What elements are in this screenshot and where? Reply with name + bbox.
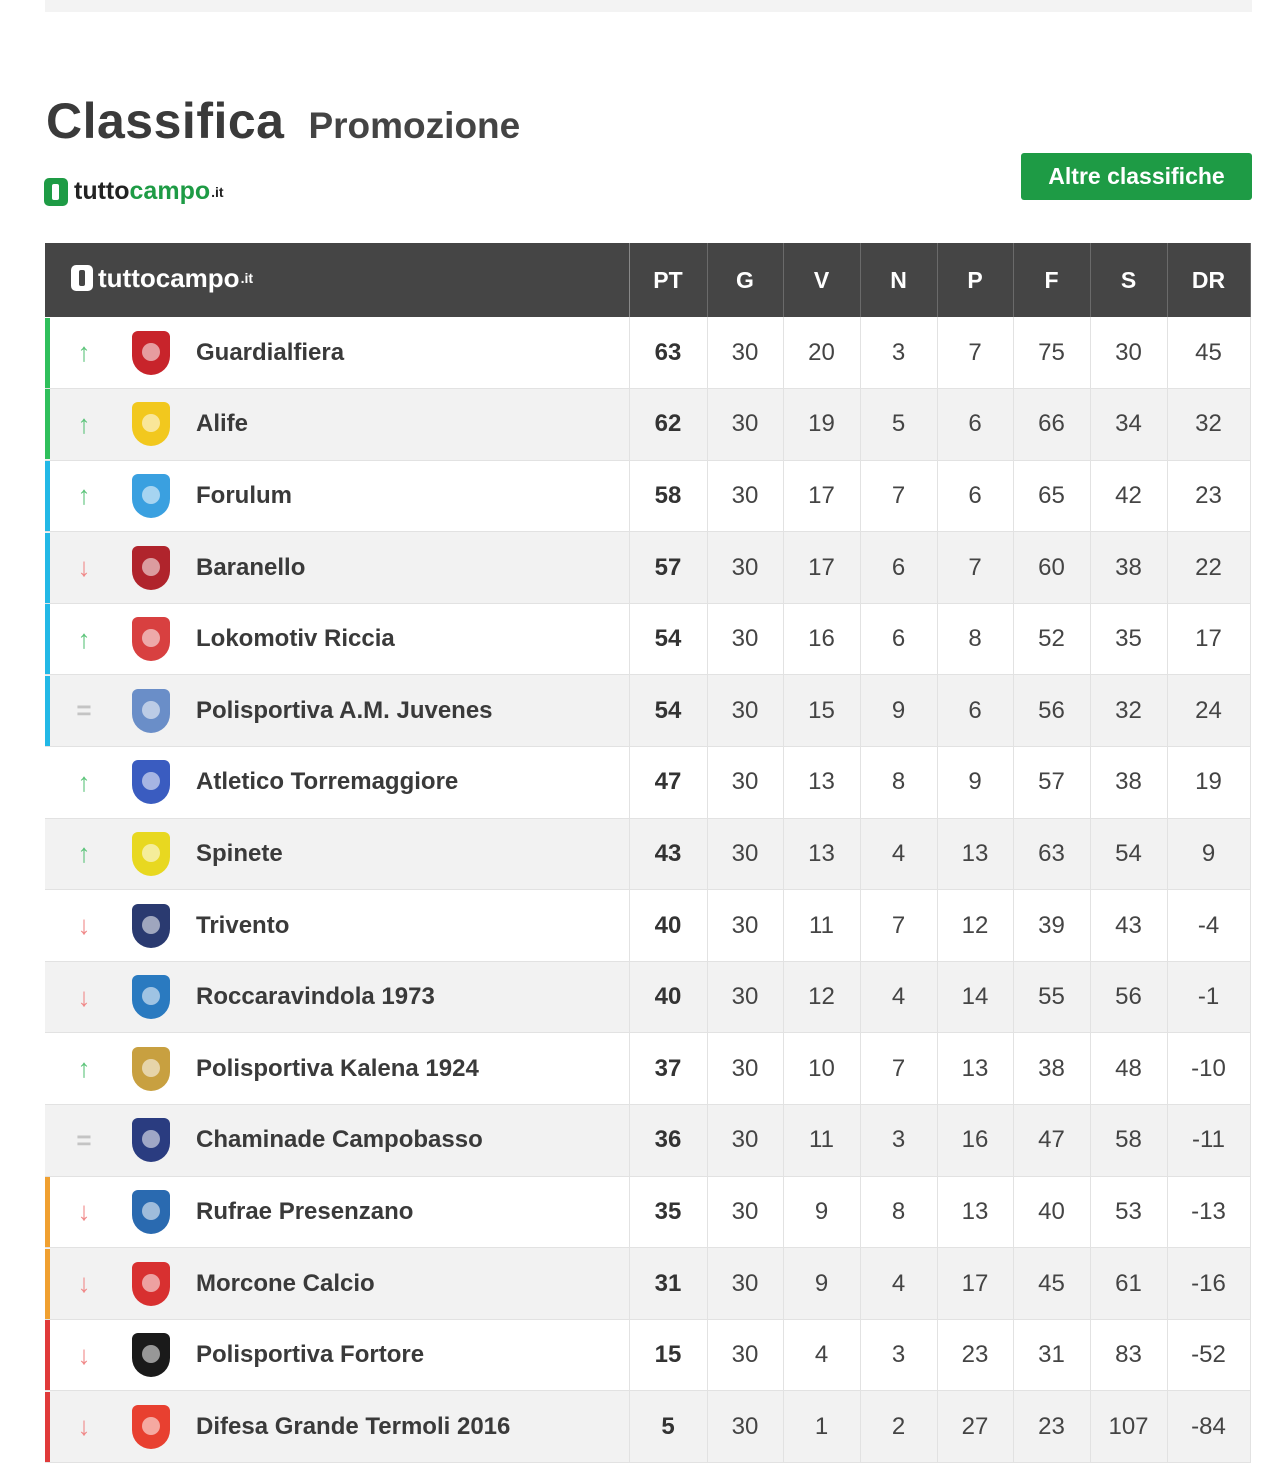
team-name[interactable]: Forulum [196,481,292,509]
stat-pt: 47 [629,747,707,819]
stat-f: 57 [1013,747,1090,819]
team-cell[interactable] [45,818,629,890]
table-row[interactable] [45,1248,1250,1320]
stat-dr: -11 [1167,1105,1250,1177]
column-header-v: V [783,243,860,317]
stat-pt: 37 [629,1033,707,1105]
table-row[interactable] [45,890,1250,962]
stat-pt: 36 [629,1105,707,1177]
header-brand-part2: campo [155,262,240,293]
stat-p: 27 [937,1391,1013,1463]
stat-g: 30 [707,603,783,675]
stat-v: 12 [783,961,860,1033]
team-name[interactable]: Difesa Grande Termoli 2016 [196,1412,511,1440]
header-brand-part1: tutto [98,262,156,293]
stat-n: 5 [860,389,937,461]
table-row[interactable] [45,532,1250,604]
stat-pt: 15 [629,1319,707,1391]
column-header-s: S [1090,243,1167,317]
stat-f: 23 [1013,1391,1090,1463]
stat-pt: 40 [629,961,707,1033]
table-row[interactable] [45,317,1250,389]
table-row[interactable] [45,675,1250,747]
brand-logo[interactable] [44,177,224,206]
team-crest-icon [132,904,170,948]
stat-v: 11 [783,890,860,962]
stat-p: 8 [937,603,1013,675]
team-cell[interactable] [45,1105,629,1177]
table-row[interactable] [45,1033,1250,1105]
trend-down-arrow-icon: ↓ [77,1339,91,1370]
stat-v: 13 [783,747,860,819]
team-crest-icon [132,331,170,375]
stat-f: 40 [1013,1176,1090,1248]
stat-f: 39 [1013,890,1090,962]
trend-up-arrow-icon: ↑ [77,337,91,368]
stat-n: 3 [860,317,937,389]
brand-part3: .it [211,183,224,200]
stat-g: 30 [707,961,783,1033]
team-name[interactable]: Polisportiva Kalena 1924 [196,1054,479,1082]
team-name[interactable]: Lokomotiv Riccia [196,625,395,653]
team-cell[interactable] [45,1033,629,1105]
stat-v: 19 [783,389,860,461]
stat-n: 7 [860,460,937,532]
stat-p: 17 [937,1248,1013,1320]
trend-equal-icon: = [76,695,92,726]
stat-s: 43 [1090,890,1167,962]
stat-v: 1 [783,1391,860,1463]
table-row[interactable] [45,961,1250,1033]
team-cell[interactable] [45,460,629,532]
stat-f: 56 [1013,675,1090,747]
column-header-p: P [937,243,1013,317]
stat-dr: 19 [1167,747,1250,819]
page-title: Classifica [46,93,285,149]
stat-p: 16 [937,1105,1013,1177]
stat-g: 30 [707,1033,783,1105]
stat-n: 4 [860,1248,937,1320]
team-name[interactable]: Guardialfiera [196,338,345,366]
team-crest-icon [132,617,170,661]
team-cell[interactable] [45,747,629,819]
team-crest-icon [132,975,170,1019]
team-name[interactable]: Morcone Calcio [196,1269,375,1297]
stat-dr: 45 [1167,317,1250,389]
stat-g: 30 [707,747,783,819]
stat-v: 16 [783,603,860,675]
table-row[interactable] [45,1319,1250,1391]
table-row[interactable] [45,747,1250,819]
stat-f: 75 [1013,317,1090,389]
stat-f: 52 [1013,603,1090,675]
team-cell[interactable] [45,532,629,604]
team-cell[interactable] [45,1176,629,1248]
stat-s: 58 [1090,1105,1167,1177]
stat-v: 13 [783,818,860,890]
column-header-n: N [860,243,937,317]
stat-n: 6 [860,532,937,604]
stat-f: 55 [1013,961,1090,1033]
stat-p: 23 [937,1319,1013,1391]
stat-n: 4 [860,818,937,890]
standings-table [45,243,1251,1463]
team-cell[interactable] [45,675,629,747]
stat-pt: 35 [629,1176,707,1248]
header-brand-cell [45,243,629,317]
table-row[interactable] [45,603,1250,675]
stat-dr: 17 [1167,603,1250,675]
stat-f: 63 [1013,818,1090,890]
stat-pt: 40 [629,890,707,962]
team-cell[interactable] [45,1319,629,1391]
stat-pt: 5 [629,1391,707,1463]
team-crest-icon [132,1118,170,1162]
stat-s: 35 [1090,603,1167,675]
stat-f: 65 [1013,460,1090,532]
table-row[interactable] [45,460,1250,532]
stat-n: 3 [860,1319,937,1391]
trend-down-arrow-icon: ↓ [77,910,91,941]
column-header-g: G [707,243,783,317]
stat-g: 30 [707,389,783,461]
stat-pt: 63 [629,317,707,389]
stat-dr: 32 [1167,389,1250,461]
stat-n: 7 [860,1033,937,1105]
trend-up-arrow-icon: ↑ [77,408,91,439]
stat-s: 34 [1090,389,1167,461]
stat-f: 45 [1013,1248,1090,1320]
team-crest-icon [132,1333,170,1377]
trend-down-arrow-icon: ↓ [77,1196,91,1227]
trend-up-arrow-icon: ↑ [77,1053,91,1084]
stat-g: 30 [707,1105,783,1177]
team-cell[interactable] [45,389,629,461]
stat-n: 3 [860,1105,937,1177]
stat-n: 8 [860,747,937,819]
team-name[interactable]: Roccaravindola 1973 [196,983,435,1011]
stat-p: 13 [937,1033,1013,1105]
table-row[interactable] [45,818,1250,890]
stat-dr: 9 [1167,818,1250,890]
team-crest-icon [132,1262,170,1306]
stat-v: 20 [783,317,860,389]
team-name[interactable]: Baranello [196,553,306,581]
stat-n: 8 [860,1176,937,1248]
team-cell[interactable] [45,317,629,389]
stat-g: 30 [707,890,783,962]
stat-g: 30 [707,1391,783,1463]
stat-p: 6 [937,389,1013,461]
trend-down-arrow-icon: ↓ [77,981,91,1012]
top-divider [45,0,1252,12]
column-header-dr: DR [1167,243,1250,317]
stat-dr: -16 [1167,1248,1250,1320]
team-crest-icon [132,546,170,590]
stat-g: 30 [707,1248,783,1320]
stat-v: 15 [783,675,860,747]
stat-s: 107 [1090,1391,1167,1463]
team-crest-icon [132,402,170,446]
stat-p: 7 [937,532,1013,604]
team-crest-icon [132,689,170,733]
tuttocampo-logo-icon [44,178,68,206]
trend-up-arrow-icon: ↑ [77,838,91,869]
trend-up-arrow-icon: ↑ [77,766,91,797]
header-brand-part3: .it [240,270,254,287]
header-brand-logo [71,263,253,294]
stat-pt: 43 [629,818,707,890]
column-header-pt: PT [629,243,707,317]
stat-dr: -4 [1167,890,1250,962]
stat-n: 2 [860,1391,937,1463]
stat-pt: 54 [629,603,707,675]
stat-g: 30 [707,317,783,389]
team-name[interactable]: Polisportiva A.M. Juvenes [196,696,493,724]
stat-v: 9 [783,1248,860,1320]
team-crest-icon [132,1190,170,1234]
stat-n: 7 [860,890,937,962]
stat-dr: -52 [1167,1319,1250,1391]
stat-s: 38 [1090,532,1167,604]
stat-s: 48 [1090,1033,1167,1105]
trend-down-arrow-icon: ↓ [77,1268,91,1299]
stat-v: 17 [783,460,860,532]
stat-v: 4 [783,1319,860,1391]
stat-dr: -84 [1167,1391,1250,1463]
page-heading [46,92,520,150]
page-subtitle: Promozione [308,105,521,146]
team-cell[interactable] [45,890,629,962]
stat-v: 10 [783,1033,860,1105]
team-crest-icon [132,1047,170,1091]
brand-part1: tutto [74,177,130,205]
team-name[interactable]: Polisportiva Fortore [196,1341,425,1369]
team-cell[interactable] [45,961,629,1033]
team-crest-icon [132,832,170,876]
stat-s: 53 [1090,1176,1167,1248]
team-crest-icon [132,474,170,518]
stat-g: 30 [707,1176,783,1248]
stat-s: 30 [1090,317,1167,389]
stat-f: 60 [1013,532,1090,604]
stat-n: 6 [860,603,937,675]
team-cell[interactable] [45,1391,629,1463]
stat-v: 17 [783,532,860,604]
table-row[interactable] [45,389,1250,461]
stat-f: 47 [1013,1105,1090,1177]
stat-p: 6 [937,675,1013,747]
stat-f: 66 [1013,389,1090,461]
stat-f: 38 [1013,1033,1090,1105]
team-crest-icon [132,760,170,804]
stat-s: 83 [1090,1319,1167,1391]
stat-v: 11 [783,1105,860,1177]
stat-s: 54 [1090,818,1167,890]
team-crest-icon [132,1405,170,1449]
trend-equal-icon: = [76,1124,92,1155]
team-cell[interactable] [45,1248,629,1320]
stat-dr: 24 [1167,675,1250,747]
team-name[interactable]: Chaminade Campobasso [196,1126,483,1154]
team-name[interactable]: Rufrae Presenzano [196,1197,414,1225]
stat-n: 9 [860,675,937,747]
team-name[interactable]: Alife [196,410,249,438]
stat-p: 14 [937,961,1013,1033]
trend-up-arrow-icon: ↑ [77,480,91,511]
stat-g: 30 [707,460,783,532]
table-row[interactable] [45,1176,1250,1248]
trend-up-arrow-icon: ↑ [77,623,91,654]
table-row[interactable] [45,1105,1250,1177]
stat-pt: 31 [629,1248,707,1320]
stat-s: 61 [1090,1248,1167,1320]
brand-part2: campo [129,177,211,205]
stat-p: 9 [937,747,1013,819]
stat-p: 7 [937,317,1013,389]
stat-g: 30 [707,675,783,747]
stat-s: 32 [1090,675,1167,747]
table-row[interactable] [45,1391,1250,1463]
table-header-row [45,243,1250,317]
stat-dr: 23 [1167,460,1250,532]
stat-pt: 54 [629,675,707,747]
trend-down-arrow-icon: ↓ [77,552,91,583]
team-cell[interactable] [45,603,629,675]
stat-p: 12 [937,890,1013,962]
stat-g: 30 [707,818,783,890]
stat-dr: -13 [1167,1176,1250,1248]
stat-dr: 22 [1167,532,1250,604]
stat-pt: 57 [629,532,707,604]
stat-f: 31 [1013,1319,1090,1391]
team-name[interactable]: Trivento [196,911,290,939]
stat-s: 42 [1090,460,1167,532]
stat-g: 30 [707,1319,783,1391]
stat-s: 56 [1090,961,1167,1033]
stat-s: 38 [1090,747,1167,819]
trend-down-arrow-icon: ↓ [77,1411,91,1442]
column-header-f: F [1013,243,1090,317]
stat-p: 13 [937,1176,1013,1248]
tuttocampo-logo-icon [71,265,93,291]
stat-dr: -1 [1167,961,1250,1033]
stat-pt: 62 [629,389,707,461]
stat-p: 6 [937,460,1013,532]
stat-pt: 58 [629,460,707,532]
stat-g: 30 [707,532,783,604]
stat-v: 9 [783,1176,860,1248]
stat-n: 4 [860,961,937,1033]
stat-dr: -10 [1167,1033,1250,1105]
team-name[interactable]: Atletico Torremaggiore [196,768,459,796]
other-standings-button[interactable]: Altre classifiche [1021,153,1252,200]
stat-p: 13 [937,818,1013,890]
team-name[interactable]: Spinete [196,839,283,867]
